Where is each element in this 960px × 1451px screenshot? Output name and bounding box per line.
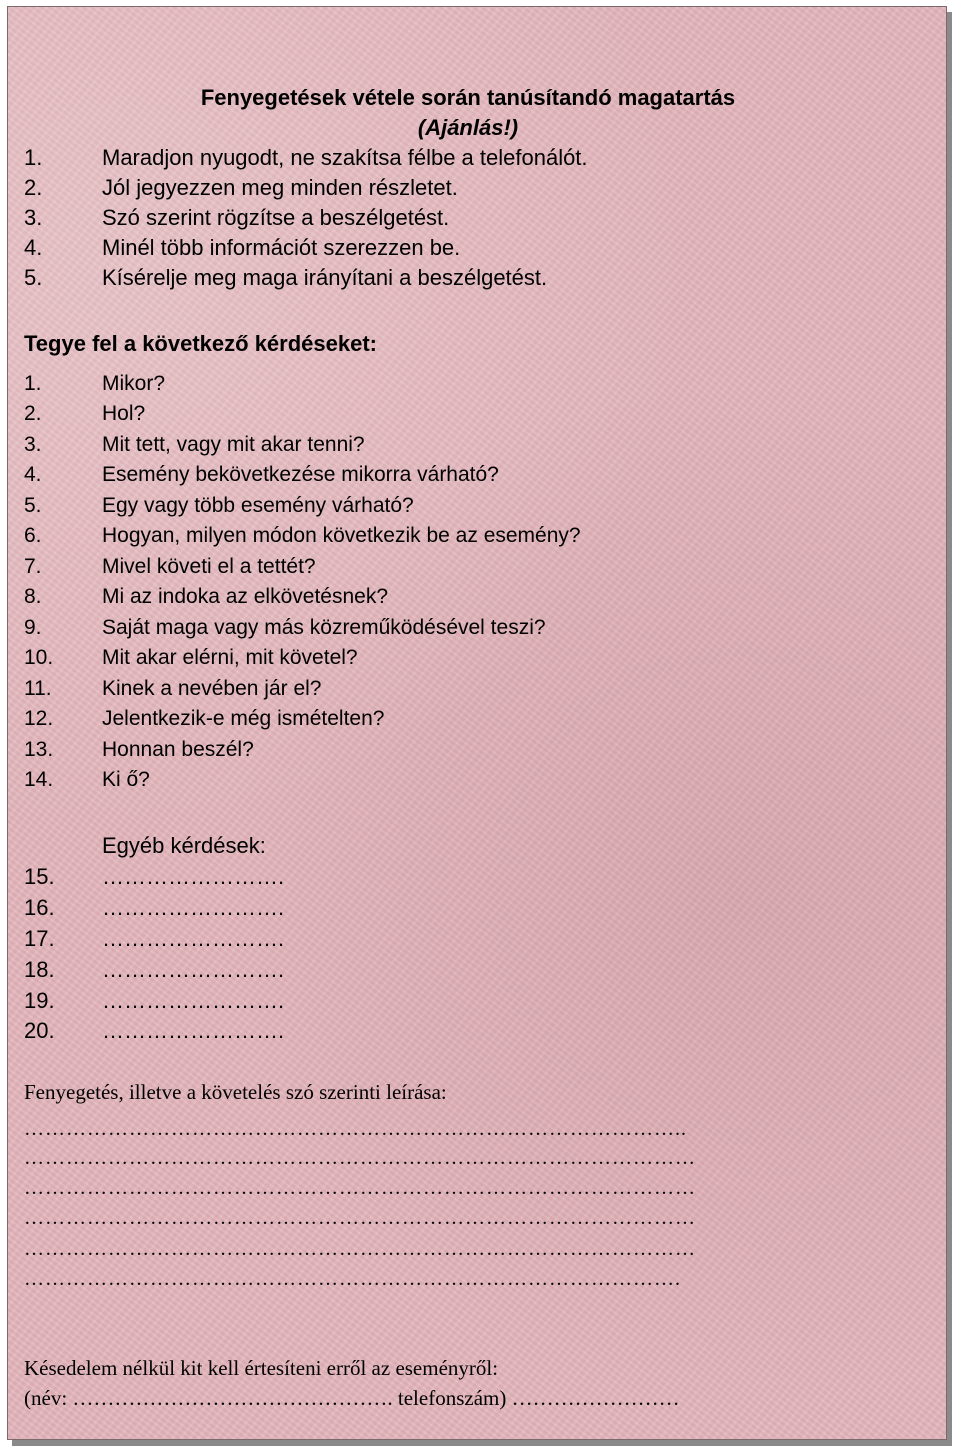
verbatim-fill-line[interactable]: …………………………………………………………………………………… (24, 1238, 696, 1260)
verbatim-fill-line[interactable]: …………………………………………………………………………………… (24, 1207, 696, 1229)
questions-heading: Tegye fel a következő kérdéseket: (24, 331, 377, 356)
question-item: 6. Hogyan, milyen módon következik be az esemény? (24, 524, 581, 547)
notify-phone-label: telefonszám) (397, 1386, 507, 1410)
other-question-item[interactable]: 18. ……………………. (24, 957, 285, 982)
notify-name-field[interactable]: ………………………………………. (72, 1386, 393, 1410)
question-item: 13. Honnan beszél? (24, 738, 254, 761)
question-item: 8. Mi az indoka az elkövetésnek? (24, 585, 388, 608)
step-item: 2. Jól jegyezzen meg minden részletet. (24, 175, 458, 200)
other-question-item[interactable]: 16. ……………………. (24, 895, 285, 920)
question-item: 4. Esemény bekövetkezése mikorra várható? (24, 463, 499, 486)
verbatim-fill-line[interactable]: …………………………………………………………………………………. (24, 1268, 681, 1290)
notify-contact-line (24, 1383, 680, 1413)
notify-label: Késedelem nélkül kit kell értesíteni erről az eseményről: (24, 1356, 499, 1380)
question-item: 2. Hol? (24, 402, 146, 425)
verbatim-fill-line[interactable]: ………………………………………………………………………………….. (24, 1118, 687, 1140)
step-item: 1. Maradjon nyugodt, ne szakítsa félbe a telefonálót. (24, 145, 588, 170)
question-item: 7. Mivel követi el a tettét? (24, 555, 316, 578)
other-question-item[interactable]: 20. ……………………. (24, 1018, 285, 1043)
verbatim-fill-line[interactable]: …………………………………………………………………………………… (24, 1147, 696, 1169)
page-subtitle: (Ajánlás!) (417, 115, 519, 140)
notify-name-label: (név: (24, 1386, 68, 1410)
page-title: Fenyegetések vétele során tanúsítandó magatartás (200, 85, 736, 110)
question-item: 5. Egy vagy több esemény várható? (24, 494, 414, 517)
question-item: 14. Ki ő? (24, 768, 150, 791)
question-item: 9. Saját maga vagy más közreműködésével teszi? (24, 616, 546, 639)
question-item: 3. Mit tett, vagy mit akar tenni? (24, 433, 365, 456)
other-question-item[interactable]: 19. ……………………. (24, 988, 285, 1013)
step-item: 5. Kísérelje meg maga irányítani a beszélgetést. (24, 265, 548, 290)
notify-phone-field[interactable]: …………………… (511, 1386, 680, 1410)
question-item: 12. Jelentkezik-e még ismételten? (24, 707, 385, 730)
other-question-item[interactable]: 17. ……………………. (24, 926, 285, 951)
step-item: 3. Szó szerint rögzítse a beszélgetést. (24, 205, 450, 230)
step-item: 4. Minél több információt szerezzen be. (24, 235, 461, 260)
other-questions-heading: Egyéb kérdések: (102, 833, 266, 858)
question-item: 1. Mikor? (24, 372, 166, 395)
verbatim-fill-line[interactable]: …………………………………………………………………………………… (24, 1177, 696, 1199)
document-card (7, 6, 947, 1440)
other-question-item[interactable]: 15. ……………………. (24, 864, 285, 889)
verbatim-label: Fenyegetés, illetve a követelés szó szerinti leírása: (24, 1080, 447, 1104)
question-item: 10. Mit akar elérni, mit követel? (24, 646, 358, 669)
question-item: 11. Kinek a nevében jár el? (24, 677, 322, 700)
